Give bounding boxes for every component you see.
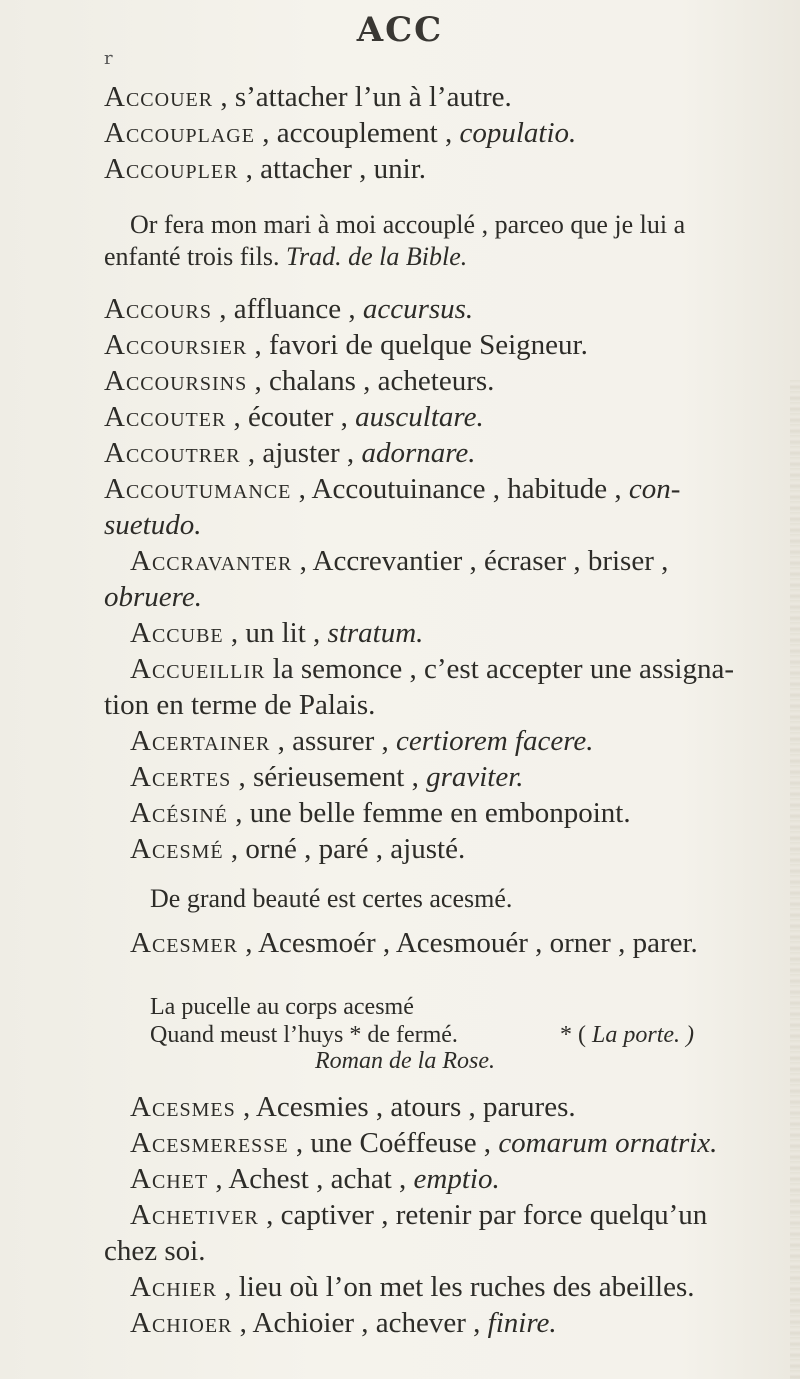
gloss-note: * ( La porte. ) <box>560 1022 694 1048</box>
entry-line: Accoupler , attacher , unir. <box>104 153 427 185</box>
verse-line: La pucelle au corps acesmé <box>150 994 414 1020</box>
entry-line: Acertainer , assurer , certiorem facere. <box>130 725 594 757</box>
corner-mark: r <box>104 48 113 69</box>
entry-line: Accueillir la semonce , c’est accepter une assigna- <box>130 653 734 685</box>
entry-continuation: obruere. <box>104 581 202 613</box>
entry-continuation: chez soi. <box>104 1235 206 1267</box>
quotation-line: enfanté trois fils. Trad. de la Bible. <box>104 242 468 271</box>
entry-line: Accouer , s’attacher l’un à l’autre. <box>104 81 512 113</box>
quotation-line: De grand beauté est certes acesmé. <box>150 884 513 913</box>
entry-line: Accouter , écouter , auscultare. <box>104 401 484 433</box>
entry-line: Achetiver , captiver , retenir par force quelqu’un <box>130 1199 708 1231</box>
entry-line: Accravanter , Accrevantier , écraser , briser , <box>130 545 669 577</box>
entry-line: Acesmeresse , une Coéffeuse , comarum ornatrix. <box>130 1127 718 1159</box>
entry-line: Achet , Achest , achat , emptio. <box>130 1163 500 1195</box>
entry-line: Acésiné , une belle femme en embonpoint. <box>130 797 631 829</box>
entry-line: Acesmes , Acesmies , atours , parures. <box>130 1091 576 1123</box>
entry-line: Acesmer , Acesmoér , Acesmouér , orner , parer. <box>130 927 698 959</box>
entry-continuation: tion en terme de Palais. <box>104 689 376 721</box>
source-citation: Roman de la Rose. <box>315 1048 495 1074</box>
verse-line: Quand meust l’huys * de fermé. <box>150 1022 458 1048</box>
quotation-line: Or fera mon mari à moi accouplé , parceo que je lui a <box>130 210 686 239</box>
entry-line: Achier , lieu où l’on met les ruches des abeilles. <box>130 1271 695 1303</box>
entry-line: Accoutumance , Accoutuinance , habitude , con- <box>104 473 681 505</box>
entry-line: Accouplage , accouplement , copulatio. <box>104 117 577 149</box>
entry-continuation: suetudo. <box>104 509 202 541</box>
entry-line: Accube , un lit , stratum. <box>130 617 424 649</box>
entry-line: Accours , affluance , accursus. <box>104 293 474 325</box>
running-header: ACC <box>356 10 444 50</box>
entry-line: Accoutrer , ajuster , adornare. <box>104 437 476 469</box>
entry-line: Accoursier , favori de quelque Seigneur. <box>104 329 588 361</box>
entry-line: Accoursins , chalans , acheteurs. <box>104 365 495 397</box>
entry-line: Acesmé , orné , paré , ajusté. <box>130 833 466 865</box>
entry-line: Achioer , Achioier , achever , finire. <box>130 1307 557 1339</box>
entry-line: Acertes , sérieusement , graviter. <box>130 761 524 793</box>
